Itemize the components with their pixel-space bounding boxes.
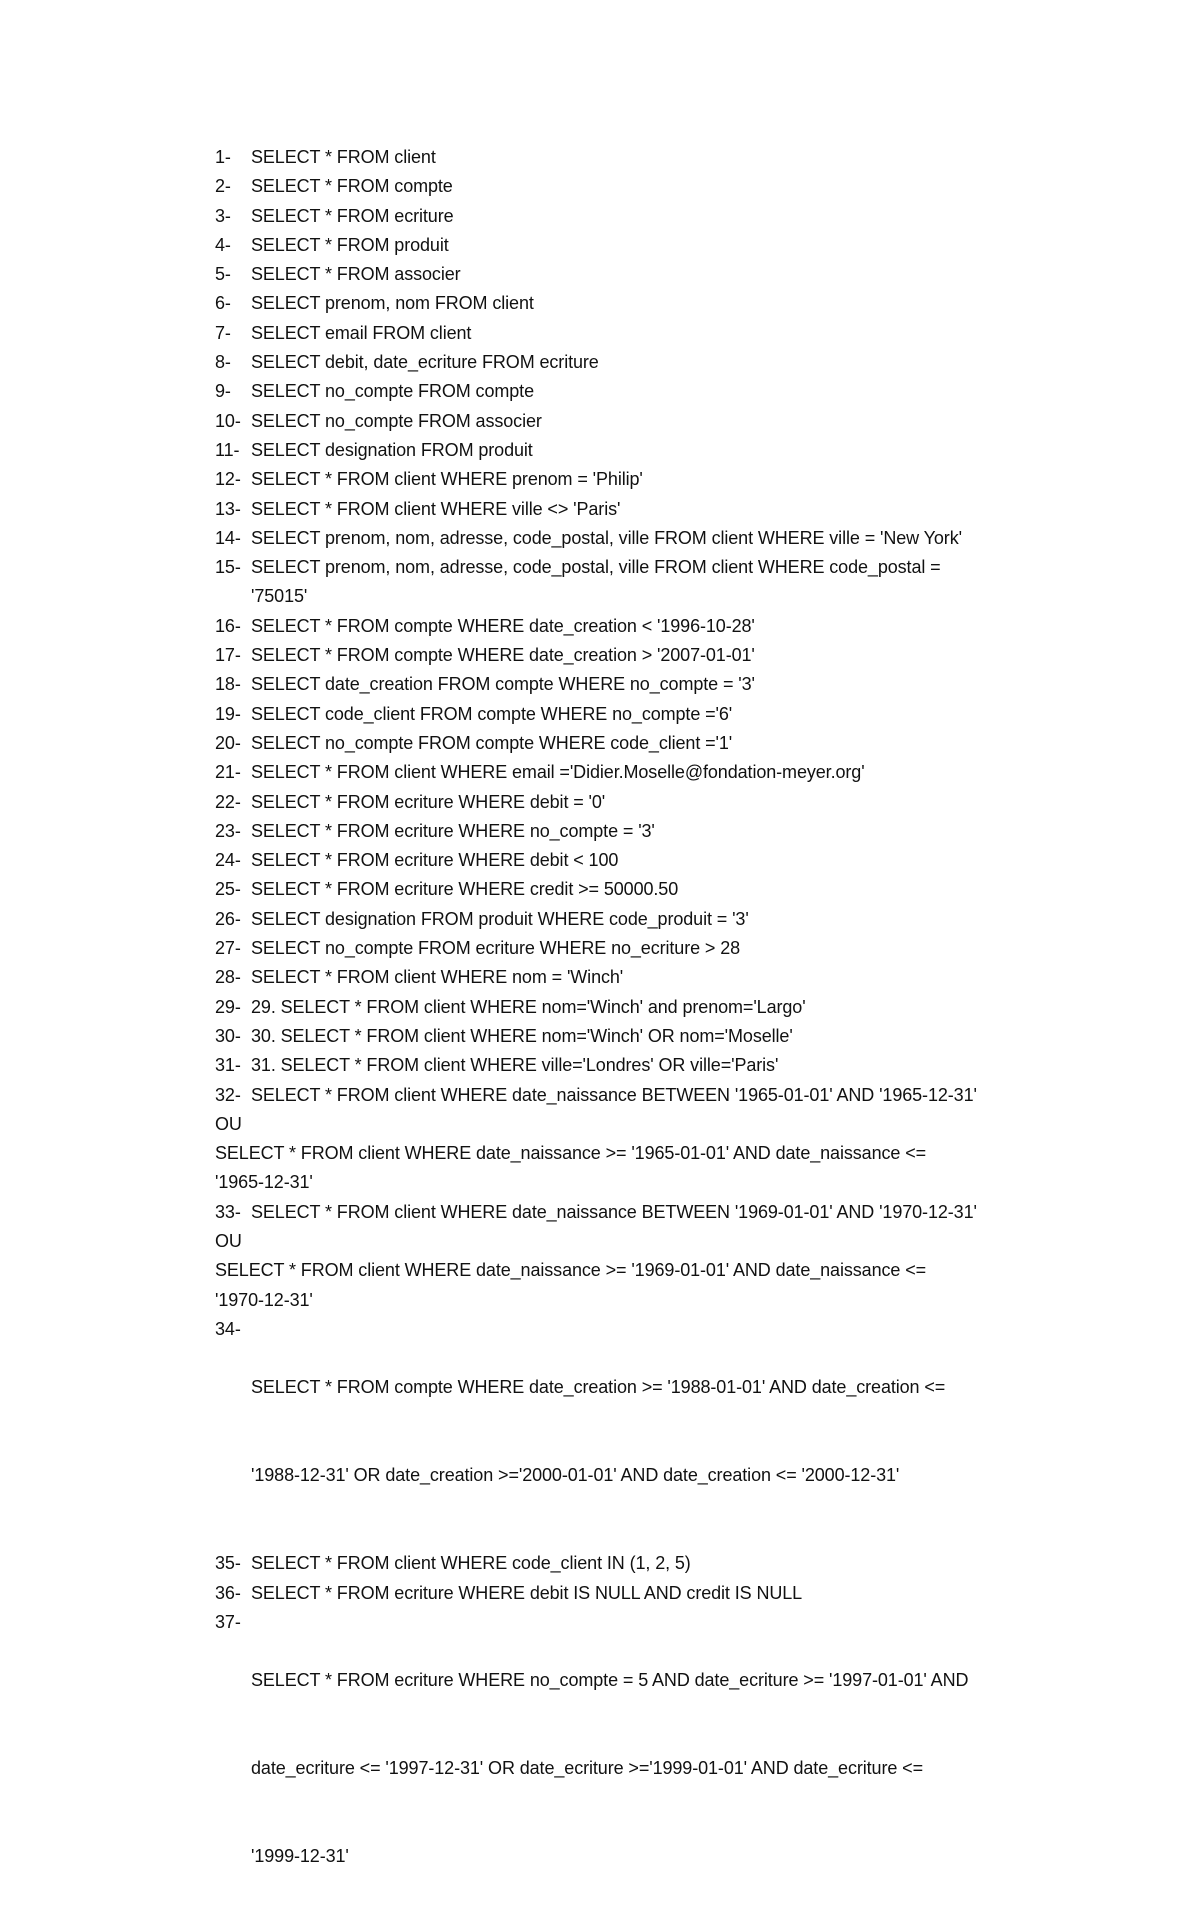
query-text: [251, 934, 1095, 963]
query-text: SELECT * FROM client WHERE date_naissance BETWEEN '1969-01-01' AND '1970-12-31': [251, 1201, 977, 1222]
query-line: SELECT designation FROM produit: [251, 439, 533, 460]
query-text: [251, 846, 1095, 875]
query-line: SELECT * FROM compte WHERE date_creation < '1996-10-28': [251, 615, 755, 636]
query-number: 9-: [215, 381, 231, 402]
query-item-28: [215, 963, 1095, 992]
query-text: [251, 289, 1095, 318]
query-item-31: [215, 1051, 1095, 1080]
query-number: 18-: [215, 674, 241, 695]
query-item-18: [215, 670, 1095, 699]
query-item-26: [215, 905, 1095, 934]
query-text: [251, 670, 1095, 699]
query-number: 22-: [215, 791, 241, 812]
query-text: [251, 143, 1095, 172]
query-item-29: [215, 993, 1095, 1022]
query-number: 20-: [215, 732, 241, 753]
query-text: [251, 1022, 1095, 1051]
query-item-8: [215, 348, 1095, 377]
query-item-20: [215, 729, 1095, 758]
query-text: [251, 319, 1095, 348]
query-item-17: [215, 641, 1095, 670]
query-item-3: [215, 202, 1095, 231]
query-alt-label: OU: [215, 1230, 242, 1251]
query-item-4: [215, 231, 1095, 260]
query-item-37: [215, 1608, 1095, 1930]
query-text: [251, 700, 1095, 729]
query-line: SELECT * FROM associer: [251, 264, 461, 285]
query-text: [251, 905, 1095, 934]
query-line: SELECT * FROM ecriture WHERE credit >= 50000.50: [251, 879, 679, 900]
query-item-9: [215, 377, 1095, 406]
query-number: 14-: [215, 527, 241, 548]
query-line: SELECT * FROM client: [251, 147, 436, 167]
query-item-34: [215, 1315, 1095, 1549]
query-text: [251, 788, 1095, 817]
query-number: 29-: [215, 996, 241, 1017]
query-number: 8-: [215, 352, 231, 373]
query-text: SELECT * FROM client WHERE date_naissance BETWEEN '1965-01-01' AND '1965-12-31': [251, 1084, 977, 1105]
query-number: 13-: [215, 498, 241, 519]
query-number: 19-: [215, 703, 241, 724]
query-number: 11-: [215, 439, 240, 460]
query-line: SELECT prenom, nom, adresse, code_postal, ville FROM client WHERE code_postal =: [251, 557, 941, 578]
query-item-22: [215, 788, 1095, 817]
query-text: [251, 231, 1095, 260]
query-number: 28-: [215, 967, 241, 988]
query-line: '75015': [251, 586, 308, 607]
query-line: SELECT * FROM client WHERE prenom = 'Philip': [251, 469, 643, 490]
query-line: 29. SELECT * FROM client WHERE nom='Winch' and prenom='Largo': [251, 996, 806, 1017]
query-number: 34-: [215, 1318, 241, 1339]
query-text: [251, 407, 1095, 436]
query-item-14: [215, 524, 1095, 553]
query-number: 12-: [215, 469, 241, 490]
query-text: SELECT * FROM client WHERE code_client IN (1, 2, 5): [251, 1553, 691, 1574]
query-text: [251, 202, 1095, 231]
query-line: SELECT debit, date_ecriture FROM ecriture: [251, 352, 599, 373]
query-text: [251, 524, 1095, 553]
query-item-25: [215, 875, 1095, 904]
query-item-13: [215, 495, 1095, 524]
query-number: 2-: [215, 176, 231, 197]
query-number: 5-: [215, 264, 231, 285]
query-number: 17-: [215, 645, 241, 666]
query-text: [251, 465, 1095, 494]
query-line: SELECT * FROM produit: [251, 234, 449, 255]
query-alt-text-cont: '1965-12-31': [215, 1172, 313, 1193]
query-line: '1999-12-31': [251, 1846, 349, 1867]
query-item-24: [215, 846, 1095, 875]
query-text: [251, 495, 1095, 524]
query-number: 10-: [215, 410, 241, 431]
query-line: SELECT * FROM client WHERE nom = 'Winch': [251, 967, 624, 988]
query-text: [251, 729, 1095, 758]
query-number: 31-: [215, 1055, 241, 1076]
query-item-21: [215, 758, 1095, 787]
query-item-2: [215, 172, 1095, 201]
query-number: 3-: [215, 205, 231, 226]
query-text: [251, 993, 1095, 1022]
query-item-27: [215, 934, 1095, 963]
query-number: 21-: [215, 762, 241, 783]
query-line: SELECT * FROM ecriture WHERE debit < 100: [251, 850, 619, 871]
query-text: [251, 436, 1095, 465]
query-text: [251, 377, 1095, 406]
query-line: 30. SELECT * FROM client WHERE nom='Winch' OR nom='Moselle': [251, 1025, 793, 1046]
query-text: [251, 612, 1095, 641]
simple-query-group: [215, 143, 1095, 1081]
query-line: SELECT * FROM compte WHERE date_creation > '2007-01-01': [251, 645, 755, 666]
query-alt-text-cont: '1970-12-31': [215, 1289, 313, 1310]
query-number: 27-: [215, 938, 241, 959]
query-alt-label: OU: [215, 1113, 242, 1134]
query-alt-text: SELECT * FROM client WHERE date_naissance >= '1969-01-01' AND date_naissance <=: [215, 1260, 927, 1281]
query-text: [251, 348, 1095, 377]
query-text: [251, 260, 1095, 289]
query-item-7: [215, 319, 1095, 348]
query-number: 23-: [215, 820, 241, 841]
query-number: 16-: [215, 615, 241, 636]
query-text: [251, 641, 1095, 670]
query-item-36: [215, 1579, 1095, 1608]
query-item-19: [215, 700, 1095, 729]
query-item-32: [215, 1081, 1095, 1198]
query-text: [251, 172, 1095, 201]
query-line: SELECT code_client FROM compte WHERE no_compte ='6': [251, 703, 733, 724]
query-number: 6-: [215, 293, 231, 314]
query-item-5: [215, 260, 1095, 289]
query-text: [251, 875, 1095, 904]
query-item-15: [215, 553, 1095, 612]
query-text: [251, 1608, 1095, 1930]
query-text: [251, 817, 1095, 846]
query-item-11: [215, 436, 1095, 465]
query-item-12: [215, 465, 1095, 494]
query-number: 1-: [215, 147, 231, 167]
query-line: SELECT no_compte FROM associer: [251, 410, 542, 431]
query-line: SELECT no_compte FROM compte: [251, 381, 534, 402]
query-number: 37-: [215, 1611, 241, 1632]
query-item-10: [215, 407, 1095, 436]
query-text: [251, 758, 1095, 787]
query-line: SELECT * FROM compte WHERE date_creation >= '1988-01-01' AND date_creation <=: [251, 1377, 946, 1398]
query-line: SELECT * FROM ecriture WHERE no_compte = '3': [251, 820, 655, 841]
query-line: SELECT * FROM compte: [251, 176, 453, 197]
query-item-23: [215, 817, 1095, 846]
query-line: SELECT date_creation FROM compte WHERE no_compte = '3': [251, 674, 755, 695]
query-line: SELECT * FROM client WHERE email ='Didier.Moselle@fondation-meyer.org': [251, 762, 865, 783]
query-line: '1988-12-31' OR date_creation >='2000-01-01' AND date_creation <= '2000-12-31': [251, 1465, 900, 1486]
query-number: 32-: [215, 1084, 241, 1105]
query-number: 24-: [215, 850, 241, 871]
query-item-35: [215, 1549, 1095, 1578]
query-text: [251, 1315, 1095, 1549]
query-list: [215, 143, 1095, 1930]
query-number: 30-: [215, 1025, 241, 1046]
query-text: [251, 1051, 1095, 1080]
query-item-16: [215, 612, 1095, 641]
query-line: SELECT email FROM client: [251, 322, 472, 343]
query-number: 35-: [215, 1553, 241, 1574]
query-number: 26-: [215, 908, 241, 929]
query-text: [251, 963, 1095, 992]
query-line: SELECT designation FROM produit WHERE code_produit = '3': [251, 908, 749, 929]
query-line: SELECT no_compte FROM compte WHERE code_client ='1': [251, 732, 733, 753]
query-line: SELECT prenom, nom, adresse, code_postal, ville FROM client WHERE ville = 'New York': [251, 527, 962, 548]
query-line: SELECT * FROM ecriture: [251, 205, 454, 226]
query-number: 4-: [215, 234, 231, 255]
query-item-1: [215, 143, 1095, 172]
query-line: 31. SELECT * FROM client WHERE ville='Londres' OR ville='Paris': [251, 1055, 779, 1076]
query-item-33: [215, 1198, 1095, 1315]
query-number: 15-: [215, 557, 241, 578]
query-line: SELECT prenom, nom FROM client: [251, 293, 534, 314]
query-text: [251, 553, 1095, 612]
query-number: 7-: [215, 322, 231, 343]
query-line: SELECT * FROM ecriture WHERE no_compte = 5 AND date_ecriture >= '1997-01-01' AND: [251, 1670, 969, 1691]
query-alt-text: SELECT * FROM client WHERE date_naissance >= '1965-01-01' AND date_naissance <=: [215, 1143, 927, 1164]
query-line: SELECT * FROM client WHERE ville <> 'Paris': [251, 498, 621, 519]
query-line: SELECT no_compte FROM ecriture WHERE no_ecriture > 28: [251, 938, 741, 959]
query-number: 25-: [215, 879, 241, 900]
query-item-6: [215, 289, 1095, 318]
query-text: SELECT * FROM ecriture WHERE debit IS NULL AND credit IS NULL: [251, 1582, 803, 1603]
query-number: 36-: [215, 1582, 241, 1603]
query-line: date_ecriture <= '1997-12-31' OR date_ecriture >='1999-01-01' AND date_ecriture <=: [251, 1758, 923, 1779]
query-line: SELECT * FROM ecriture WHERE debit = '0': [251, 791, 606, 812]
query-number: 33-: [215, 1201, 241, 1222]
query-item-30: [215, 1022, 1095, 1051]
